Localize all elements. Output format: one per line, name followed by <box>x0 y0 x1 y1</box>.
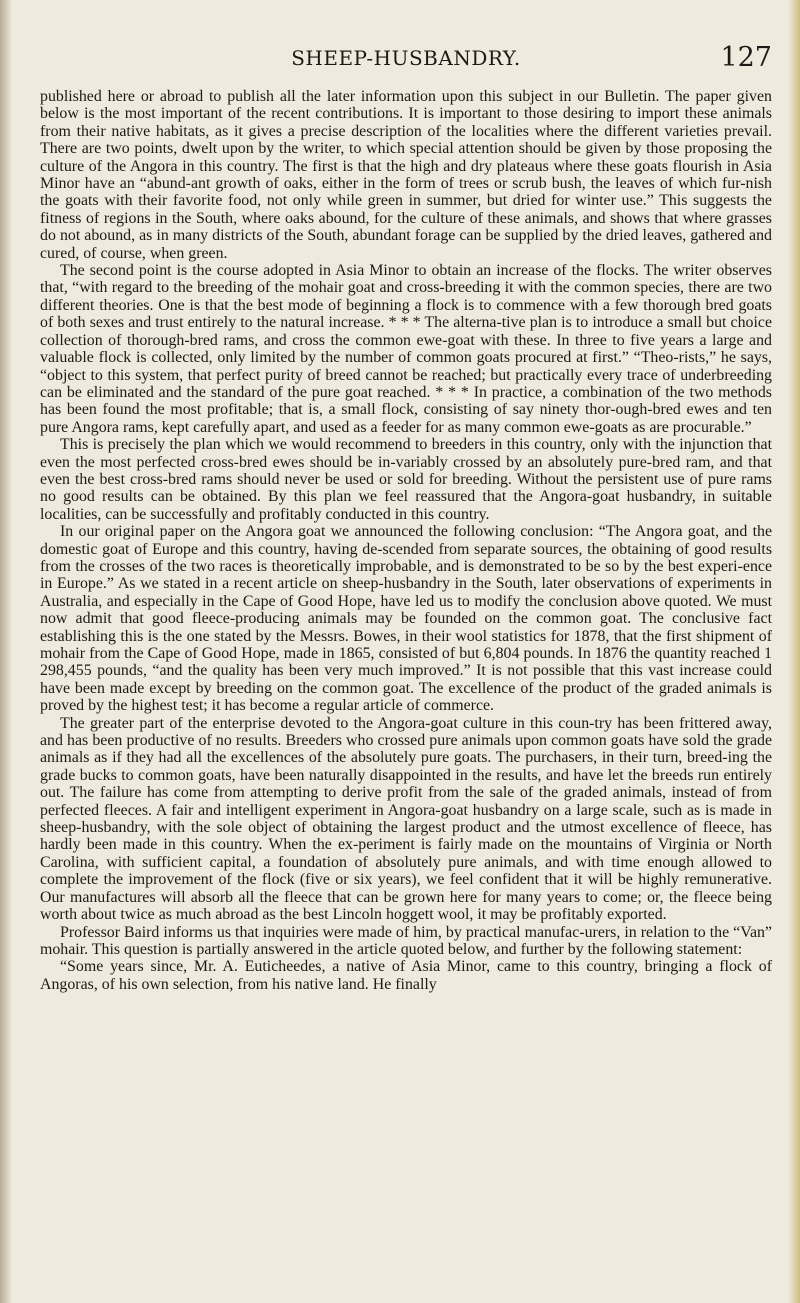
page-number: 127 <box>720 42 772 73</box>
paragraph-7: “Some years since, Mr. A. Euticheedes, a native of Asia Minor, came to this country, bringing a flock of Angoras, of his own selection, from his native land. He finally <box>40 958 772 993</box>
page-binding-edge <box>0 0 12 1303</box>
paragraph-2: The second point is the course adopted in Asia Minor to obtain an increase of the flocks. The writer observes that, “with regard to the breeding of the mohair goat and cross-breeding it with the common species, there are two different theories. One is that the best mode of beginning a flock is to commence with a few thorough bred goats of both sexes and trust entirely to the natural increase. * * * The alterna-tive plan is to introduce a small but choice collection of thorough-bred rams, and cross the common ewe-goat with these. In three to five years a large and valuable flock is collected, only limited by the number of common goats procured at first.” “Theo-rists,” he says, “object to this system, that perfect purity of breed cannot be reached; but practically every trace of underbreeding can be eliminated and the standard of the pure goat reached. * * * In practice, a combination of the two methods has been found the most profitable; that is, a small flock, consisting of say ninety thor-ough-bred ewes and ten pure Angora rams, kept carefully apart, and used as a feeder for as many common ewe-goats as are procurable.” <box>40 262 772 436</box>
paragraph-6: Professor Baird informs us that inquiries were made of him, by practical manufac-urers, in relation to the “Van” mohair. This question is partially answered in the article quoted below, and further by the following statement: <box>40 923 772 958</box>
body-text <box>40 88 772 993</box>
paragraph-4: In our original paper on the Angora goat we announced the following conclusion: “The Angora goat, and the domestic goat of Europe and this country, having de-scended from separate sources, the obtaining of good results from the crosses of the two races is theoretically improbable, and is demonstrated to be so by the best experi-ence in Europe.” As we stated in a recent article on sheep-husbandry in the South, later observations of experiments in Australia, and especially in the Cape of Good Hope, have led us to modify the conclusion above quoted. We must now admit that good fleece-producing animals may be founded on the common goat. The conclusive fact establishing this is the one stated by the Messrs. Bowes, in their wool statistics for 1878, that the first shipment of mohair from the Cape of Good Hope, made in 1865, consisted of but 6,804 pounds. In 1876 the quantity reached 1 298,455 pounds, “and the quality has been very much improved.” It is not possible that this vast increase could have been made except by breeding on the common goat. The excellence of the product of the graded animals is proved by the highest test; it has become a regular article of commerce. <box>40 523 772 715</box>
running-head: SHEEP-HUSBANDRY. <box>291 46 521 70</box>
paragraph-3: This is precisely the plan which we would recommend to breeders in this country, only with the injunction that even the most perfected cross-bred ewes should be in-variably crossed by an absolutely pure-bred ram, and that even the best cross-bred rams should never be used or sold for breeding. Without the persistent use of pure rams no good results can be obtained. By this plan we feel reassured that the Angora-goat husbandry, in suitable localities, can be successfully and profitably conducted in this country. <box>40 436 772 523</box>
page-right-edge <box>788 0 800 1303</box>
page-header <box>40 42 772 80</box>
paragraph-1: published here or abroad to publish all the later information upon this subject in our Bulletin. The paper given below is the most important of the recent contributions. It is important to those desiring to import these animals from their native habitats, as it gives a precise description of the localities where the different varieties prevail. There are two points, dwelt upon by the writer, to which special attention should be given by those proposing the culture of the Angora in this country. The first is that the high and dry plateaus where these goats flourish in Asia Minor have an “abund-ant growth of oaks, either in the form of trees or scrub bush, the leaves of which fur-nish the goats with their favorite food, not only while green in summer, but dried for winter use.” This suggests the fitness of regions in the South, where oaks abound, for the culture of these animals, and shows that where grasses do not abound, as in many districts of the South, abundant forage can be supplied by the dried leaves, gathered and cured, of course, when green. <box>40 88 772 262</box>
paragraph-5: The greater part of the enterprise devoted to the Angora-goat culture in this coun-try has been frittered away, and has been productive of no results. Breeders who crossed pure animals upon common goats have sold the grade animals as if they had all the excellences of the absolutely pure goats. The purchasers, in their turn, breed-ing the grade bucks to common goats, have been naturally disappointed in the results, and have let the breeds run entirely out. The failure has come from attempting to derive profit from the sale of the graded animals, instead of from perfected fleeces. A fair and intelligent experiment in Angora-goat husbandry on a large scale, such as is made in sheep-husbandry, with the sole object of obtaining the largest product and the utmost excellence of fleece, has hardly been made in this country. When the ex-periment is fairly made on the mountains of Virginia or North Carolina, with sufficient capital, a foundation of absolutely pure animals, and with time enough allowed to complete the improvement of the flock (five or six years), we feel confident that it will be highly remunerative. Our manufactures will absorb all the fleece that can be grown here for many years to come; or, the fleece being worth about twice as much abroad as the best Lincoln hoggett wool, it may be profitably exported. <box>40 714 772 924</box>
